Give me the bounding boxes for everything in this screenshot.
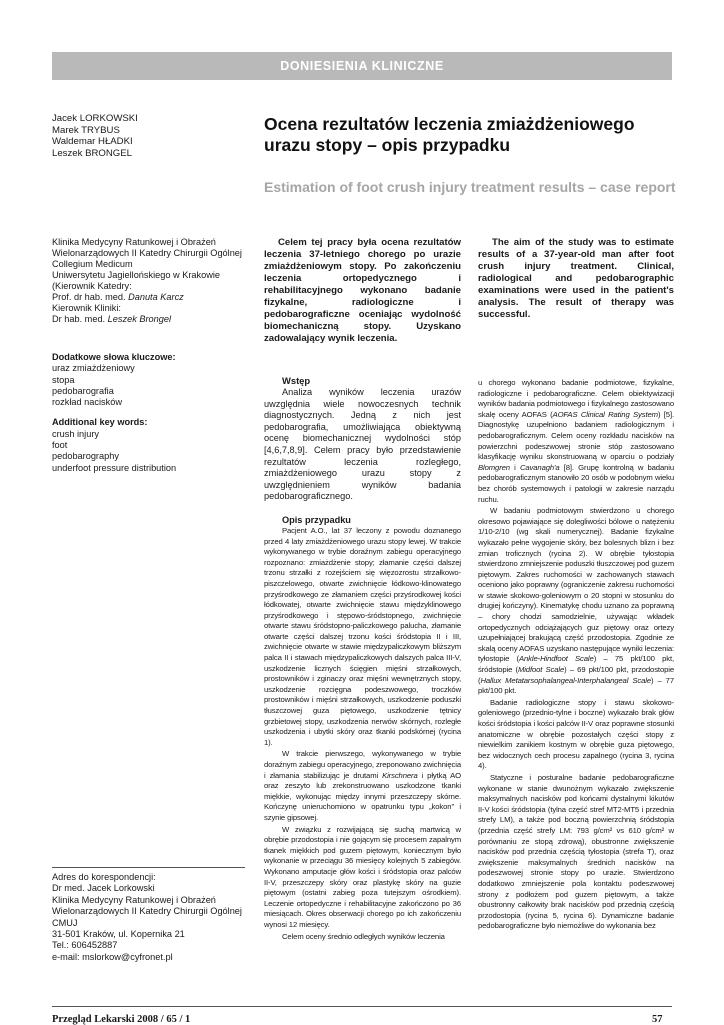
affiliation-line: Wielonarządowych II Katedry Chirurgii Ogólnej — [52, 248, 242, 258]
text-run: i — [509, 462, 520, 472]
body-paragraph: Badanie radiologiczne stopy i stawu skokowo-goleniowego (przednio-tylne i boczne) wykazało brak głów kości śródstopia i kości palców II-V oraz poprawne stosunki anatomiczne w obrębie pozostałych części stopy z niewielkim zanikiem kostnym w obrębie guza piętowego, bez widocznych cech procesu zapalnego (rycina 3, rycina 4). — [478, 697, 674, 771]
affiliation-line: Uniwersytetu Jagiellońskiego w Krakowie — [52, 270, 221, 280]
author: Marek TRYBUS — [52, 124, 120, 136]
clinic-head-label: Kierownik Kliniki: — [52, 303, 121, 313]
correspondence-divider — [52, 867, 245, 868]
text-run-italic: Ankle-Hindfoot Scale — [519, 654, 594, 664]
correspondence-line: Klinika Medycyny Ratunkowej i Obrażeń — [52, 894, 216, 905]
keyword: rozkład nacisków — [52, 397, 122, 408]
text-run-italic: Hallux Metatarsophalangeal-Interphalangeal Scale — [480, 675, 651, 685]
keyword: foot — [52, 440, 68, 451]
correspondence-line: Dr med. Jacek Lorkowski — [52, 883, 155, 894]
journal-citation: Przegląd Lekarski 2008 / 65 / 1 — [52, 1014, 191, 1025]
text-run-italic: Cavanagh'a — [519, 462, 560, 472]
abstract-english: The aim of the study was to estimate results of a 37-year-old man after foot crush injury treatment. Clinical, radiological and pedobarographic examinations were used in the patient's analysis. The result of therapy was successful. — [478, 237, 674, 320]
text-run: i płytką AO oraz zeszyto lub zrekonstruowano uszkodzone tkanki miękkie, wykonując między innymi przeszczepy skórne. Kończynę unieruchomiono w opatrunku typu „kokon" i szynie gipsowej. — [264, 770, 461, 822]
keyword: crush injury — [52, 428, 99, 439]
text-run: W badaniu podmiotowym stwierdzono u chorego okresowo pojawiające się dolegliwości bólowe o natężeniu 1/10-2/10 (wg skali numerycznej). Badanie fizykalne wykazało pełne wygojenie skóry, bez bolesnych blizn i bez zmian troficznych (rycina 2). W obrębie tyłostopia stwierdzono zmniejszenie poduszki tłuszczowej pod guzem piętowym. Zakres ruchomości w zachowanych stawach oceniono jako poprawny (ograniczenie zakresu ruchomości w stawie skokowo-goleniowym o 20 stopni w stosunku do drugiej kończyny). Kinematykę chodu uznano za poprawną – chory chodzi samodzielnie, używając wkładek ortopedycznych odciążających guz piętowy oraz ortezy uzupełniającej brakującą część przodostopia. Zgodnie ze skalą oceny AOFAS uzyskano następujące wyniki leczenia: tyłostopie ( — [478, 506, 674, 664]
text-run: W trakcie pierwszego, wykonywanego w trybie doraźnym zabiegu operacyjnego, zreponowano zwichnięcia i złamania stabilizując je drutami — [264, 749, 461, 780]
correspondence-address — [52, 872, 252, 963]
affiliation — [52, 237, 252, 325]
intro-paragraph: Analiza wyników leczenia urazów uwzględnia wiele nowoczesnych technik diagnostycznych. Jedną z nich jest pedobarografia, umożliwiająca obiektywną ocenę biomechanicznej wydolności stóp [4,6,7,8,9]. Celem pracy było przedstawienie rezultatów leczenia rozległego, zmiażdżeniowego urazu stopy z uwzględnieniem wyników badania pedobarograficznego. — [264, 387, 461, 502]
body-column-left — [264, 375, 461, 942]
case-paragraph: Pacjent A.O., lat 37 leczony z powodu doznanego przed 4 laty zmiażdżeniowego urazu stopy lewej. W trakcie wykonywanego w trybie doraźnym zabiegu operacyjnego rozpoznano: zmiażdżenie stopy; złamanie części dalszej trzonu strzałki z rozejściem się więzozrostu strzałkowo-piszczelowego, otwarte zwichnięcie łódkowo-klinowatego przyśrodkowego ze złamaniem części przyśrodkowej kości łódkowatej, otwarte zwichnięcie stawu międzyklinowego przyśrodkowego i stępowo-śródstopnego, zwichnięcie otwarte stawu śródstopno-paliczkowego palucha, złamanie otwarte części dalszej trzonu kości śródstopia II i III, zwichnięcie otwarte w stawie międzypaliczkowym bliższym palca II i stawach międzypaliczkowych dalszych palca III-V, uszkodzenie licznych ścięgien mięśni strzałkowych, prostowników i zginaczy oraz mięśni wewnętrznych stopy, uszkodzenie rozcięgna podeszwowego, troczków prostowników i mięśni strzałkowych, uszkodzenie poduszki tłuszczowej guza piętowego, uszkodzenie tętnicy grzbietowej stopy, uszkodzenia nerwów skórnych, rozległe uszkodzenia i ubytki skóry oraz tkanki podskórnej (rycina 1). — [264, 525, 461, 747]
department-head — [52, 292, 252, 303]
head-name: Danuta Karcz — [128, 292, 184, 302]
clinic-head-title: Dr hab. med. — [52, 314, 108, 324]
case-paragraph — [264, 749, 461, 823]
keyword: pedobarografia — [52, 385, 114, 396]
keyword: uraz zmiażdżeniowy — [52, 363, 135, 374]
text-run: ) – 69 pkt/100 pkt, przodostopie ( — [478, 665, 675, 685]
body-column-right — [478, 377, 674, 932]
title-english: Estimation of foot crush injury treatment results – case report — [264, 179, 676, 195]
page-number: 57 — [652, 1014, 663, 1025]
correspondence-line: Wielonarządowych II Katedry Chirurgii Ogólnej — [52, 906, 242, 917]
author: Leszek BRONGEL — [52, 147, 132, 159]
text-run: ) [5]. Diagnostykę uzupełniono badaniem radiologicznym i pedobarograficznym. Celem oceny rozkładu nacisków na powierzchni podeszwowej stronie stóp zastosowano klasyfikację wyniku skonstruowaną w oparciu o podziały — [478, 409, 674, 462]
affiliation-line: Klinika Medycyny Ratunkowej i Obrażeń — [52, 237, 216, 247]
keywords — [52, 352, 252, 474]
author: Jacek LORKOWSKI — [52, 113, 138, 124]
correspondence-line: CMUJ — [52, 917, 78, 928]
case-paragraph: Celem oceny średnio odległych wyników leczenia — [282, 931, 445, 941]
text-run: ) – 77 pkt/100 pkt. — [478, 675, 674, 696]
abstract-polish: Celem tej pracy była ocena rezultatów leczenia 37-letniego chorego po urazie zmiażdżeniowym stopy. Po zakończeniu leczenia ortopedycznego i rehabilitacyjnego wykonano badanie fizykalne, radiologiczne i pedobarograficzne oceniając wydolność biomechaniczną stopy. Uzyskano zadowalający wynik leczenia. — [264, 237, 461, 344]
correspondence-line: Tel.: 606452887 — [52, 940, 118, 951]
text-run-italic: Blomgren — [478, 462, 510, 472]
affiliation-line: (Kierownik Katedry: — [52, 281, 132, 291]
case-heading: Opis przypadku — [282, 514, 351, 525]
body-paragraph — [478, 378, 674, 505]
text-run-italic: Midfoot Scale — [517, 665, 565, 675]
text-run: u chorego wykonano badanie podmiotowe, fizykalne, radiologiczne i pedobarograficzne. Celem obiektywizacji wyników badania podmiotowego i fizykalnego zastosowano skalę oceny AOFAS ( — [478, 378, 674, 419]
text-run: ) – 75 pkt/100 pkt, śródstopie ( — [478, 654, 675, 675]
keyword: pedobarography — [52, 451, 119, 462]
correspondence-email: e-mail: mslorkow@cyfronet.pl — [52, 951, 173, 962]
case-paragraph: W związku z rozwijającą się suchą martwicą w obrębie przodostopia i nie gojącym się procesem zapalnym tkanek miękkich pod guzem piętowym, koniecznym było wykonanie w przeciągu 36 miesięcy kolejnych 5 zabiegów. Wykonano amputacje głów kości i śródstopia oraz palców II-V, przeszczepy skóry oraz plastykę skóry na guzie piętowym (ostatni zabieg poza tutejszym ośrodkiem). Leczenie ortopedyczne i rehabilitacyjne zakończono po 36 miesiącach. Okres obserwacji chorego po ich zakończeniu wynosi 12 miesięcy. — [264, 824, 461, 929]
text-run: [8]. Grupę kontrolną w badaniu pedobarograficznym stanowiło 20 osób w podobnym wieku bez chorób systemowych i patologii w zakresie narządu ruchu. — [478, 462, 675, 504]
author: Waldemar HŁADKI — [52, 136, 133, 148]
body-paragraph: Statyczne i posturalne badanie pedobarograficzne wykonane w stanie dwunożnym wykazało zwiększenie maksymalnych nacisków pod końcami dystalnymi kikutów II-V kości śródstopia (tylna część stref MT2-MT5 i przednia strefy LM), a także pod boczną powierzchnią śródstopia (przednia część strefy LM: 793 g/cm² vs 610 g/cm² w porównaniu ze stopą zdrową), obustronne zwiększenie nacisków pod przednia częścią tyłostopia (strefa T), oraz zwiększenie maksymalnych średnich nacisków na podeszwowej stronie stopy po urazie. Stwierdzono dodatkowo zmniejszenie pola kontaktu podeszwowej strony z podłożem pod guzem piętowym, a także obustronny całkowity brak nacisków pod przednią częścią przodostopia (rycina 5, rycina 6). Dynamiczne badanie pedobarograficzne było niemożliwe do wykonania bez — [478, 772, 674, 931]
keyword: underfoot pressure distribution — [52, 462, 177, 473]
affiliation-line: Collegium Medicum — [52, 259, 133, 269]
keywords-en-heading: Additional key words: — [52, 417, 148, 428]
correspondence-line: Adres do korespondencji: — [52, 872, 156, 882]
keyword: stopa — [52, 374, 75, 385]
intro-heading: Wstęp — [282, 375, 311, 386]
clinic-head — [52, 314, 252, 325]
correspondence-line: 31-501 Kraków, ul. Kopernika 21 — [52, 929, 185, 940]
section-banner: DONIESIENIA KLINICZNE — [52, 52, 672, 80]
title-polish: Ocena rezultatów leczenia zmiażdżeniowego urazu stopy – opis przypadku — [264, 114, 635, 155]
footer-divider — [52, 1006, 672, 1007]
body-paragraph — [478, 506, 674, 697]
head-title: Prof. dr hab. med. — [52, 292, 129, 302]
text-run-italic: AOFAS Clinical Rating System — [552, 409, 658, 419]
text-run-italic: Kirschnera — [382, 770, 418, 780]
keywords-pl-heading: Dodatkowe słowa kluczowe: — [52, 352, 176, 362]
clinic-head-name: Leszek Brongel — [107, 314, 172, 324]
author-list — [52, 113, 237, 159]
